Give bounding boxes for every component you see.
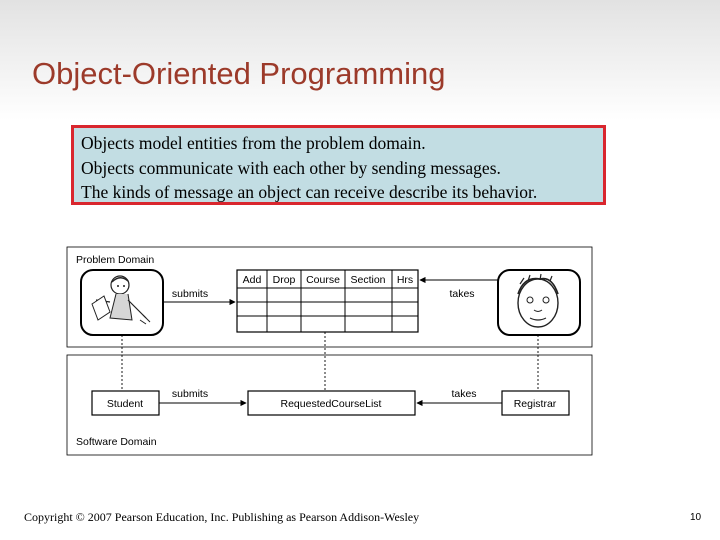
software-takes-label: takes	[451, 388, 477, 400]
problem-domain-label: Problem Domain	[76, 254, 155, 266]
registrar-class-label: Registrar	[513, 398, 557, 410]
form-column-drop: Drop	[272, 274, 296, 286]
bullet-line-2: Objects communicate with each other by sending messages.	[81, 157, 501, 178]
requested-course-list-label: RequestedCourseList	[280, 398, 382, 410]
bullet-line-1: Objects model entities from the problem domain.	[81, 133, 426, 153]
problem-submits-label: submits	[171, 288, 209, 300]
registrar-figure-icon	[498, 270, 580, 335]
student-figure-icon	[81, 270, 163, 335]
copyright-footer: Copyright © 2007 Pearson Education, Inc. Publishing as Pearson Addison-Wesley	[24, 510, 420, 524]
form-column-course: Course	[306, 274, 340, 286]
bullet-line-3: The kinds of message an object can receive describe its behavior.	[81, 182, 538, 202]
form-column-section: Section	[350, 274, 386, 286]
page-number: 10	[690, 512, 702, 523]
form-column-hrs: Hrs	[396, 274, 414, 286]
software-domain-label: Software Domain	[76, 436, 157, 448]
slide-title: Object-Oriented Programming	[32, 56, 446, 91]
software-submits-label: submits	[171, 388, 209, 400]
problem-takes-label: takes	[449, 288, 475, 300]
student-class-label: Student	[106, 398, 144, 410]
form-column-add: Add	[242, 274, 262, 286]
